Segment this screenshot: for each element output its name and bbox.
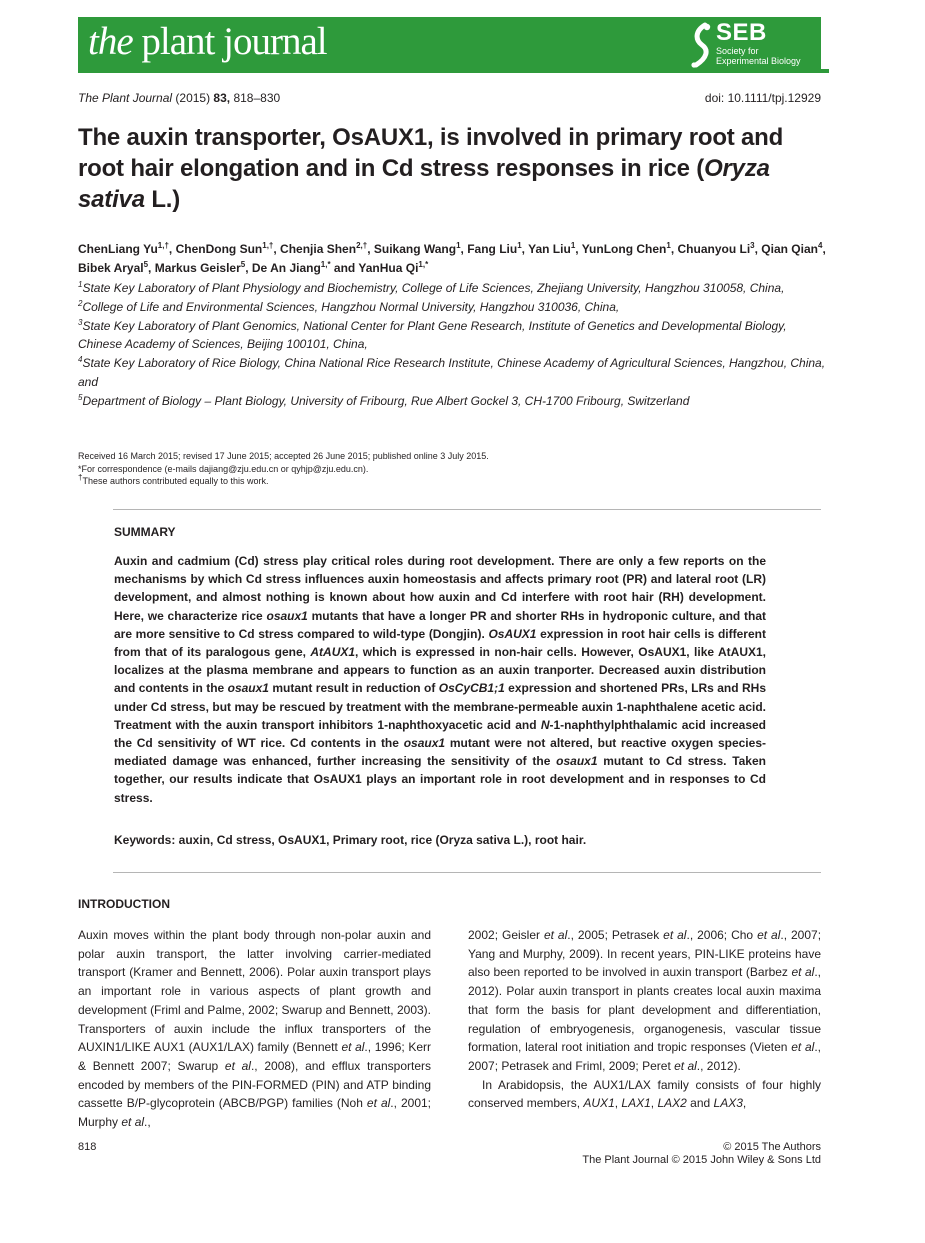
text-run: plant journal (132, 20, 327, 63)
author (761, 242, 825, 256)
superscript: 1 (570, 241, 576, 250)
text-run: et al (543, 928, 568, 942)
text-run: , (614, 1096, 622, 1111)
text-run: mutant result in reduction of (268, 681, 439, 696)
text-run: Society for (716, 46, 759, 56)
article-title (78, 122, 828, 215)
text-run: YunLong Chen (581, 242, 667, 256)
author-list (78, 240, 828, 278)
author (358, 261, 428, 275)
paragraph (78, 926, 431, 1132)
seb-helix-icon (689, 22, 713, 68)
text-run: (2015) (172, 91, 214, 105)
affiliation (78, 354, 828, 392)
text-run: et al (663, 928, 687, 942)
text-run: et al (224, 1058, 251, 1073)
text-run: ., 2012). Polar auxin transport in plants creates local auxin maxima that form the basis for plant development and differentiation, regulation of embryogenesis, organogenesis, vascular tissue formation, lateral root initiation and tropic responses (Vieten (468, 965, 821, 1055)
affiliation-list (78, 279, 828, 411)
text-run: State Key Laboratory of Plant Genomics, National Center for Plant Gene Research, Institute of Genetics and Developmental Biology, Chinese Academy of Sciences, Beijing 100101, China, (78, 318, 787, 352)
text-run: , (245, 261, 252, 275)
text-run: et al (791, 1040, 815, 1055)
paragraph (468, 1076, 821, 1113)
text-run: Fang Liu (467, 242, 518, 256)
text-run: Bibek Aryal (78, 261, 144, 275)
text-run: mutants that have a longer PR and shorter RHs in hydroponic culture, and that are more sensitive to Cd stress compared to wild-type (Dongjin). (114, 608, 766, 641)
superscript: 4 (78, 355, 83, 365)
text-run: Markus Geisler (154, 261, 241, 275)
text-run: ., 2012). (696, 1058, 741, 1073)
superscript: † (78, 473, 83, 482)
banner-tick (821, 69, 829, 73)
text-run: OsAUX1 (488, 626, 537, 641)
text-run: ., 2005; Petrasek (567, 928, 664, 942)
text-run: , (521, 242, 529, 256)
text-run: © 2015 The Authors (723, 1141, 821, 1153)
text-run: -1-naphthylphthalamic acid increased the Cd sensitivity of WT rice. Cd contents in the (114, 717, 766, 751)
superscript: 3 (78, 317, 83, 327)
text-run: De An Jiang (251, 261, 321, 275)
text-run: College of Life and Environmental Sciences, Hangzhou Normal University, Hangzhou 310036, China, (82, 299, 620, 314)
text-run: , (460, 242, 468, 256)
journal-banner (78, 17, 821, 73)
text-run: OsCyCB1;1 (438, 681, 505, 696)
text-run: Experimental Biology (716, 56, 801, 66)
text-run: et al (791, 965, 815, 980)
superscript: 1 (517, 241, 522, 250)
text-run: , (367, 242, 374, 256)
superscript: 3 (750, 241, 755, 250)
superscript: 5 (240, 260, 246, 269)
text-run: , (754, 242, 762, 256)
text-run: The Plant Journal (78, 91, 173, 105)
text-run: Qian Qian (761, 242, 818, 256)
superscript: 1,† (262, 241, 274, 250)
author (176, 242, 280, 256)
affiliation (78, 279, 828, 298)
text-run: osaux1 (556, 754, 598, 769)
intro-column-left (78, 926, 431, 1132)
text-run: ., 2006; Cho (686, 928, 758, 942)
superscript: 1,* (418, 260, 429, 269)
summary-bottom-rule (113, 872, 821, 873)
text-run: Oryza sativa (78, 155, 770, 213)
author (374, 242, 467, 256)
text-run: osaux1 (403, 736, 446, 751)
seb-wordmark: SEB (716, 19, 767, 46)
text-run: mutant were not altered, but reactive oxygen species-mediated damage was enhanced, further increasing the sensitivity of the (114, 736, 766, 769)
paragraph (468, 926, 821, 1076)
superscript: 4 (817, 241, 823, 250)
intro-column-right (468, 926, 821, 1113)
text-run: Suikang Wang (373, 242, 457, 256)
doi[interactable]: doi: 10.1111/tpj.12929 (704, 91, 821, 105)
text-run: expression in root hair cells is different from that of its paralogous gene, (114, 626, 766, 660)
text-run: , (742, 1096, 747, 1111)
text-run: mutant to Cd stress. Taken together, our results indicate that OsAUX1 plays an important role in root development and in responses to Cd stress. (114, 754, 766, 805)
received-dates: Received 16 March 2015; revised 17 June 2015; accepted 26 June 2015; published online 3 July 2015. (78, 451, 489, 461)
summary-top-rule (113, 509, 821, 510)
author (78, 261, 155, 275)
keywords: Keywords: auxin, Cd stress, OsAUX1, Primary root, rice (Oryza sativa L.), root hair. (114, 833, 587, 847)
text-run: LAX3 (713, 1096, 743, 1111)
text-run: , (670, 242, 678, 256)
text-run: AtAUX1 (310, 645, 356, 660)
text-run: the (88, 20, 133, 63)
superscript: 1,† (157, 241, 169, 250)
text-run: ., 2008), and efflux transporters encoded by members of the PIN-FORMED (PIN) and ATP binding cassette B/P-glycoprotein (ABCB/PGP) families (Noh (78, 1058, 431, 1111)
text-run: Chuanyou Li (677, 242, 751, 256)
text-run: , (575, 242, 582, 256)
text-run: LAX2 (657, 1096, 687, 1111)
text-run: State Key Laboratory of Rice Biology, China National Rice Research Institute, Chinese Academy of Agricultural Sciences, Hangzhou, China, and (78, 356, 826, 389)
seb-fullname (716, 46, 801, 66)
text-run: osaux1 (227, 681, 269, 696)
summary-text (114, 552, 766, 807)
author (467, 242, 528, 256)
superscript: 1 (666, 241, 671, 250)
superscript: 1 (78, 280, 83, 289)
author (280, 242, 374, 256)
author (582, 242, 678, 256)
text-run: Chenjia Shen (280, 242, 357, 256)
author (155, 261, 252, 275)
text-run: Auxin moves within the plant body through non-polar auxin and polar auxin transport, the latter involving carrier-mediated transport (Kramer and Bennett, 2006). Polar auxin transport plays an important role in various aspects of plant growth and development (Friml and Palme, 2002; Swarup and Bennett, 2003). Transporters of auxin include the influx transporters of the AUXIN1/LIKE AUX1 (AUX1/LAX) family (Bennett (78, 928, 431, 1055)
author (78, 242, 176, 256)
affiliation (78, 298, 828, 317)
text-run: L.) (144, 186, 181, 213)
text-run: Auxin and cadmium (Cd) stress play critical roles during root development. There are only a few reports on the mechanisms by which Cd stress influences auxin homeostasis and affects primary root (PR) and lateral root (LR) development, and almost nothing is known about how auxin and Cd interfere with root hair (RH) development. Here, we characterize rice (114, 554, 766, 623)
text-run: 83, (213, 91, 231, 105)
copyright (582, 1141, 821, 1167)
text-run: ChenDong Sun (175, 242, 263, 256)
author (252, 261, 359, 275)
text-run: , (148, 261, 155, 275)
text-run: and (330, 261, 359, 275)
article-history (78, 450, 828, 488)
text-run: ., (144, 1115, 151, 1130)
superscript: 5 (143, 260, 149, 269)
superscript: 1 (456, 241, 461, 250)
text-run: Yan Liu (528, 242, 571, 256)
text-run: et al (674, 1058, 697, 1073)
text-run: N (540, 717, 550, 732)
text-run: The auxin transporter, OsAUX1, is involved in primary root and root hair elongation and in Cd stress responses in rice ( (78, 124, 784, 182)
text-run: These authors contributed equally to this work. (82, 476, 269, 486)
text-run: , (273, 242, 281, 256)
text-run: et al (341, 1040, 365, 1055)
author (678, 242, 762, 256)
text-run: YanHua Qi (358, 261, 419, 275)
text-run: AUX1 (583, 1096, 615, 1111)
text-run: osaux1 (266, 608, 308, 623)
text-run: , (650, 1096, 658, 1111)
affiliation (78, 392, 828, 411)
page-number: 818 (78, 1141, 97, 1153)
superscript: 2,† (356, 241, 368, 250)
text-run: and (686, 1096, 714, 1111)
text-run: expression and shortened PRs, LRs and RHs under Cd stress, but may be rescued by treatment with the membrane-permeable auxin 1-naphthalene acetic acid. Treatment with the auxin transport inhibitors 1-naphthoxyacetic acid and (114, 681, 767, 732)
text-run: et al (121, 1115, 145, 1130)
text-run: LAX1 (621, 1096, 651, 1111)
text-run: , which is expressed in non-hair cells. However, OsAUX1, like AtAUX1, localizes at the plasma membrane and appears to function as an auxin tranporter. Decreased auxin distribution and contents in the (114, 645, 767, 696)
text-run: State Key Laboratory of Plant Physiology and Biochemistry, College of Life Sciences, Zhejiang University, Hangzhou 310058, China, (82, 281, 785, 295)
text-run: ., 2007; Yang and Murphy, 2009). In recent years, PIN-LIKE proteins have also been reported to be involved in auxin transport (Barbez (468, 928, 822, 980)
text-run: The Plant Journal © 2015 John Wiley & Sons Ltd (582, 1154, 821, 1166)
text-run: 818–830 (230, 91, 281, 105)
text-run: Department of Biology – Plant Biology, University of Fribourg, Rue Albert Gockel 3, CH-1700 Fribourg, Switzerland (82, 393, 690, 408)
seb-logo (689, 21, 809, 71)
text-run: ., 1996; Kerr & Bennett 2007; Swarup (78, 1040, 431, 1073)
journal-logo (88, 19, 327, 64)
text-run: et al (757, 928, 781, 942)
author (528, 242, 582, 256)
equal-contribution (78, 475, 828, 488)
correspondence: *For correspondence (e-mails dajiang@zju.edu.cn or qyhjp@zju.edu.cn). (78, 463, 369, 474)
text-run: ., 2007; Petrasek and Friml, 2009; Peret (468, 1040, 821, 1073)
introduction-heading: INTRODUCTION (78, 897, 170, 911)
text-run: et al (366, 1096, 391, 1111)
text-run: 2002; Geisler (468, 928, 544, 942)
text-run: ChenLiang Yu (78, 242, 158, 256)
text-run: , (168, 242, 176, 256)
affiliation (78, 317, 828, 355)
summary-heading: SUMMARY (114, 525, 176, 539)
superscript: 5 (78, 392, 83, 402)
superscript: 2 (78, 298, 83, 308)
text-run: ., 2001; Murphy (78, 1096, 432, 1130)
superscript: 1,* (320, 260, 331, 269)
text-run: In Arabidopsis, the AUX1/LAX family consists of four highly conserved members, (468, 1077, 821, 1111)
text-run: , (822, 242, 826, 256)
citation-line (78, 91, 280, 105)
